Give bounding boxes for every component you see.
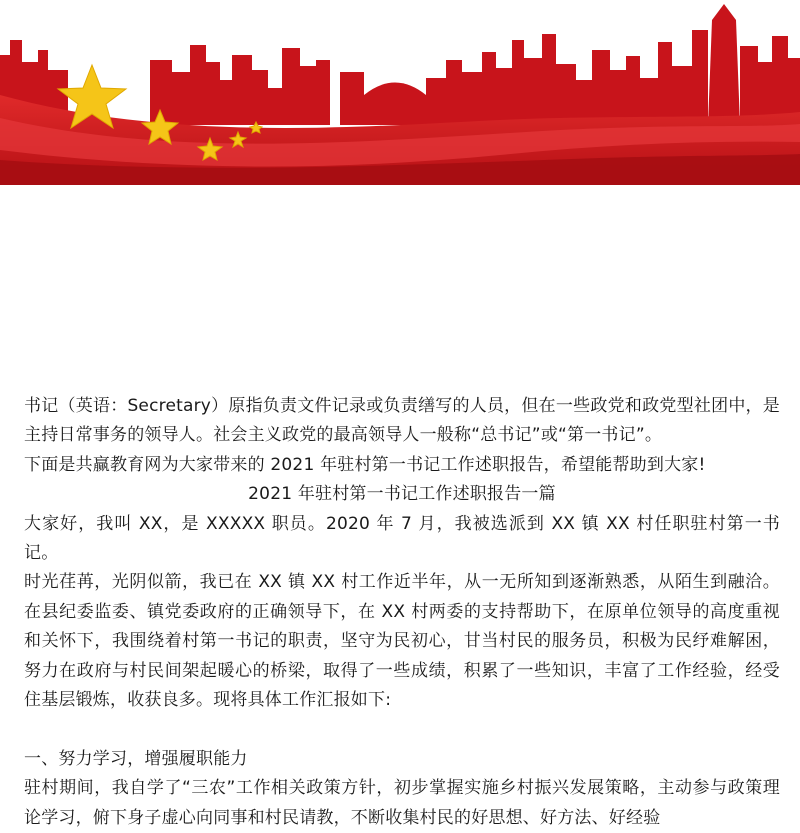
banner-image — [0, 0, 800, 185]
document-title: 2021 年驻村第一书记工作述职报告一篇 — [248, 484, 556, 505]
body-paragraph: 时光荏苒，光阴似箭，我已在 XX 镇 XX 村工作近半年，从一无所知到逐渐熟悉，从陌生到融洽。在县纪委监委、镇党委政府的正确领导下，在 XX 村两委的支持帮助下，在原单位领导的高度重视和关怀下，我围绕着村第一书记的职责，坚守为民初心，甘当村民的服务员，积极为民纾难解困，努力在政府与村民间架起暖心的桥梁，取得了一些成绩，积累了一些知识，丰富了工作经验，经受住基层锻炼，收获良多。现将具体工作汇报如下: — [24, 572, 780, 711]
section-heading: 一、努力学习，增强履职能力 — [24, 748, 248, 769]
body-paragraph: 大家好，我叫 XX，是 XXXXX 职员。2020 年 7 月，我被选派到 XX 镇 XX 村任职驻村第一书记。 — [24, 513, 780, 564]
intro-paragraph: 下面是共赢教育网为大家带来的 2021 年驻村第一书记工作述职报告，希望能帮助到大家! — [24, 454, 706, 475]
skyline-silhouette — [0, 4, 800, 125]
spacer — [24, 715, 780, 744]
section-paragraph: 驻村期间，我自学了“三农”工作相关政策方针，初步掌握实施乡村振兴发展策略，主动参与政策理论学习，俯下身子虚心向同事和村民请教，不断收集村民的好思想、好方法、好经验 — [24, 778, 780, 828]
intro-paragraph: 书记（英语：Secretary）原指负责文件记录或负责缮写的人员，但在一些政党和政党型社团中，是主持日常事务的领导人。社会主义政党的最高领导人一般称“总书记”或“第一书记”。 — [24, 396, 780, 446]
document-body — [24, 392, 780, 833]
